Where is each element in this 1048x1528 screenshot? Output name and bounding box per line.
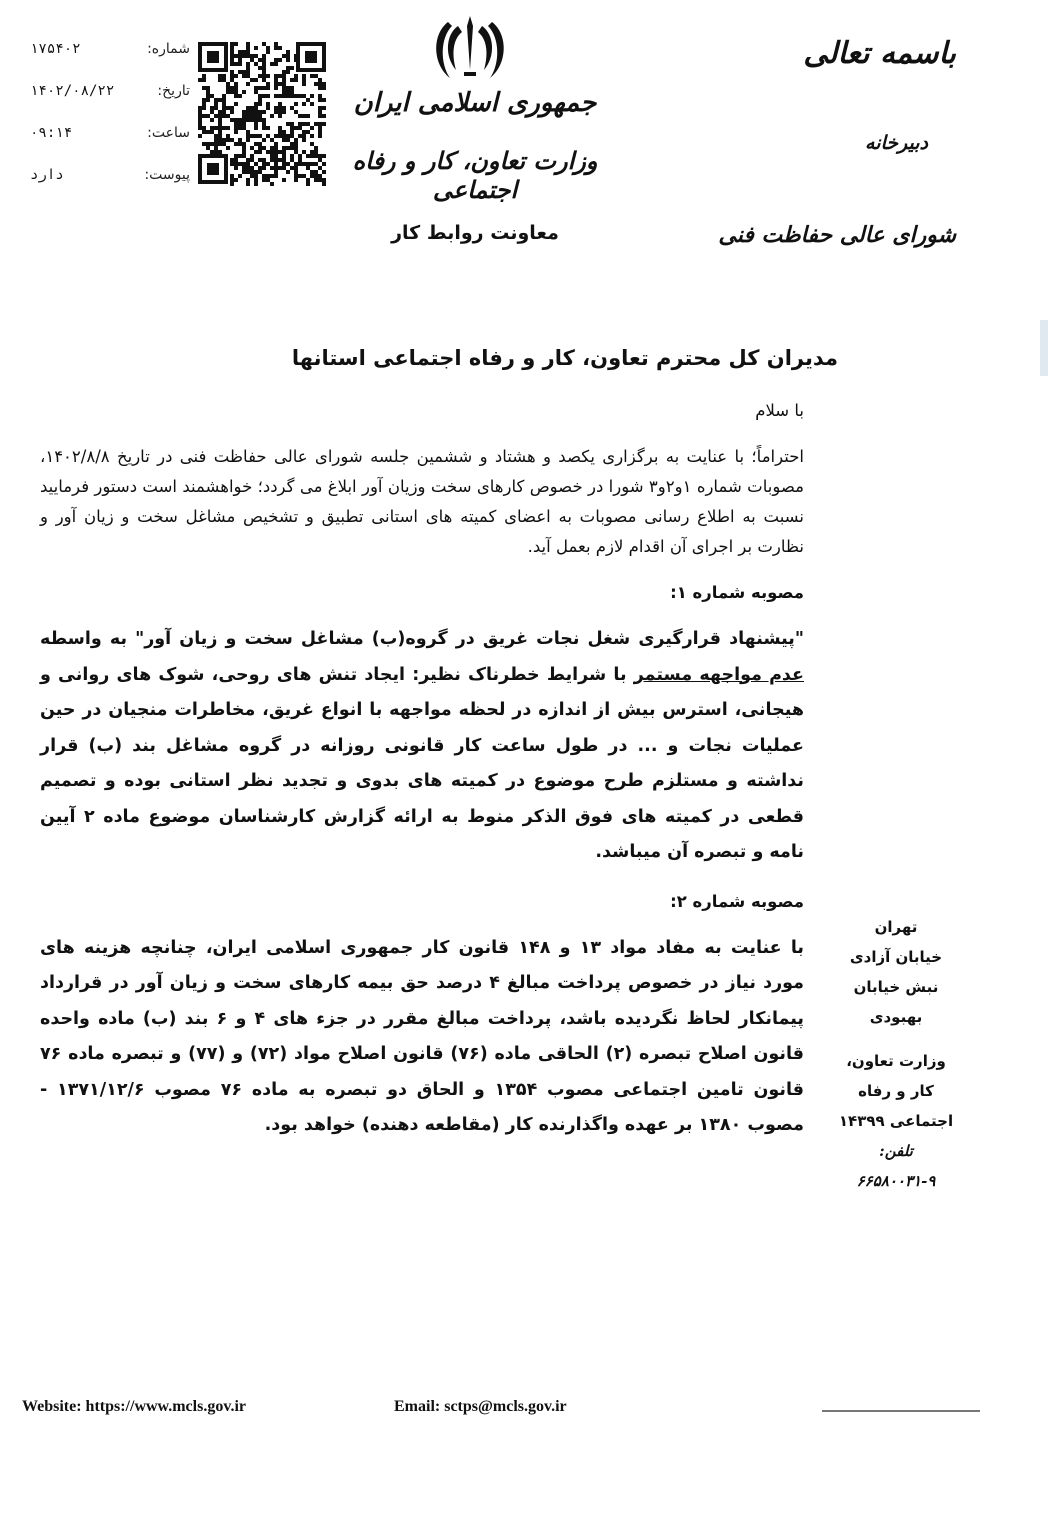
sidebar-divider — [822, 1410, 980, 1412]
letter-recipient: مدیران کل محترم تعاون، کار و رفاه اجتماعی استانها — [291, 346, 838, 370]
letter-greeting: با سلام — [755, 401, 804, 420]
sidebar-address — [836, 912, 956, 1196]
letter-meta — [30, 28, 190, 196]
footer-email: Email: sctps@mcls.gov.ir — [394, 1398, 567, 1415]
footer-website: Website: https://www.mcls.gov.ir — [22, 1398, 246, 1415]
org-ministry: وزارت تعاون، کار و رفاه اجتماعی — [352, 146, 598, 204]
resolution-2-heading: مصوبه شماره ۲: — [670, 891, 804, 911]
addr-postal: اجتماعی ۱۴۳۹۹ — [838, 1112, 954, 1130]
resolution-1-heading: مصوبه شماره ۱: — [670, 583, 804, 602]
addr-phone-value: ۶۶۵۸۰۰۳۱-۹ — [856, 1172, 936, 1190]
meta-date-row — [30, 70, 190, 112]
meta-time-value: ۰۹:۱۴ — [30, 125, 73, 141]
dept-secretariat: دبیرخانه — [865, 132, 928, 154]
letter-intro: احتراماً؛ با عنایت به برگزاری یکصد و هشتاد و ششمین جلسه شورای عالی حفاظت فنی در تاریخ ۱۴۰۲/۸/۸، مصوبات شماره ۱و۲و۳ شورا در خصوص کارهای سخت وزیان آور ابلاغ می گردد؛ خواهشمند است دستور فرمایید نسبت به اطلاع رسانی مصوبات به اعضای کمیته های استانی تطبیق و تشخیص مشاغل سخت و زیان آور و نظارت بر اجرای آن اقدام لازم بعمل آید. — [40, 447, 804, 556]
scan-edge-mark — [1040, 320, 1048, 376]
org-header — [330, 88, 620, 244]
addr-city: تهران — [874, 918, 918, 936]
meta-attachment-row — [30, 154, 190, 196]
resolution-1-part2: با شرایط خطرناک نظیر: ایجاد تنش های روحی، شوک های روانی و هیجانی، استرس بیش از اندازه در لحظه مواجهه با انواع غریق، مخاطرات منجیان در حین عملیات نجات و ... در طول ساعت کار قانونی روزانه در گروه مشاغل بند (ب) قرار نداشته و مستلزم طرح موضوع در کمیته های بدوی و تجدید نظر استانی بوده و تصمیم قطعی در کمیته های فوق الذکر منوط به ارائه گزارش کارشناسان موضوع ماده ۲ آیین نامه و تبصره آن میباشد. — [40, 664, 804, 862]
org-country: جمهوری اسلامی ایران — [353, 88, 597, 118]
qr-code-icon — [196, 40, 328, 186]
addr-phone-label: تلفن: — [879, 1142, 913, 1160]
meta-attachment-value: دارد — [30, 167, 64, 183]
meta-time-label: ساعت: — [147, 125, 190, 141]
dept-council: شورای عالی حفاظت فنی — [718, 222, 956, 248]
meta-number-value: ۱۷۵۴۰۲ — [30, 41, 81, 57]
letter-body — [40, 396, 804, 1144]
resolution-1-part1: "پیشنهاد قرارگیری شغل نجات غریق در گروه(ب) مشاغل سخت و زیان آور" به واسطه — [40, 629, 804, 649]
resolution-1-underlined: عدم مواجهه مستمر — [633, 664, 804, 685]
meta-time-row — [30, 112, 190, 154]
addr-corner: نبش خیابان — [853, 978, 939, 996]
org-deputy: معاونت روابط کار — [391, 222, 559, 244]
resolution-2-text: با عنایت به مفاد مواد ۱۳ و ۱۴۸ قانون کار جمهوری اسلامی ایران، چنانچه هزینه های مورد نیاز در خصوص پرداخت مبالغ ۴ درصد حق بیمه کارهای سخت و زیان آور در قرارداد پیمانکار لحاظ نگردیده باشد، پرداخت مبالغ مقرر در جزء های ۴ و ۶ بند (ب) ماده واحده قانون اصلاح تبصره (۲) الحاقی ماده (۷۶) قانون اصلاح مواد (۷۲) و (۷۷) و تبصره ماده ۷۶ قانون تامین اجتماعی مصوب ۱۳۵۴ و الحاق دو تبصره به ماده ۷۶ مصوب ۱۳۷۱/۱۲/۶ - مصوب ۱۳۸۰ بر عهده واگذارنده کار (مقاطعه دهنده) خواهد بود. — [40, 937, 805, 1135]
meta-date-value: ۱۴۰۲/۰۸/۲۲ — [30, 83, 115, 99]
addr-street2: بهبودی — [869, 1008, 923, 1026]
addr-ministry2: کار و رفاه — [858, 1082, 934, 1100]
iran-emblem-icon — [428, 12, 512, 86]
meta-number-row — [30, 28, 190, 70]
besmeh-heading: باسمه تعالی — [803, 36, 956, 71]
meta-number-label: شماره: — [147, 41, 190, 57]
meta-attachment-label: پیوست: — [144, 167, 190, 183]
addr-street: خیابان آزادی — [849, 948, 943, 966]
meta-date-label: تاریخ: — [157, 83, 190, 99]
resolution-1-text — [40, 622, 804, 871]
addr-ministry: وزارت تعاون، — [846, 1052, 946, 1070]
